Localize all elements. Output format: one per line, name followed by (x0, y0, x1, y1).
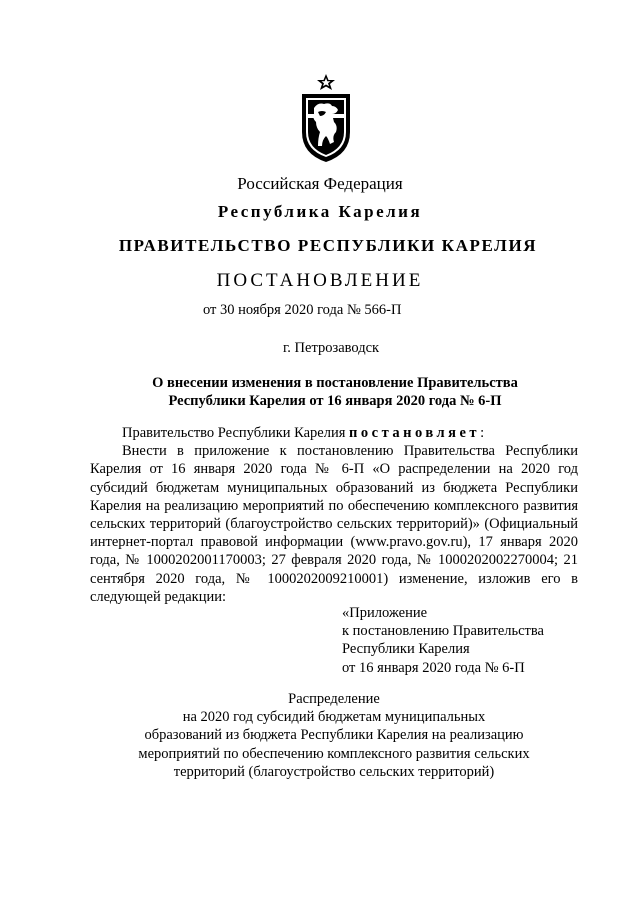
subject-line: О внесении изменения в постановление Правительства (152, 375, 518, 391)
decree-subject (90, 374, 580, 410)
government-title: ПРАВИТЕЛЬСТВО РЕСПУБЛИКИ КАРЕЛИЯ (118, 236, 538, 255)
distribution-line: Распределение (288, 691, 380, 707)
decree-date-line: от 30 ноября 2020 года № 566-П (203, 302, 402, 318)
republic-name: Республика Карелия (217, 202, 423, 221)
main-paragraph: Внести в приложение к постановлению Правительства Республики Карелия от 16 января 2020 года № 6-П «О распределении на 2020 год субсидий бюджетам муниципальных образований из бюджета Республики Карелия на реализацию мероприятий по обеспечению комплексного развития сельских территорий (благоустройство сельских территорий)» (Официальный интернет-портал правовой информации (www.pravo.gov.ru), 17 января 2020 года, № 1000202001170003; 27 февраля 2020 года, № 1000202002270004; 21 сентября 2020 года, № 1000202009210001) изменение, изложив его в следующей редакции: (90, 443, 578, 605)
appendix-line: к постановлению Правительства (342, 623, 544, 640)
distribution-line: образований из бюджета Республики Карелия на реализацию (144, 727, 524, 744)
appendix-line: Республики Карелия (342, 641, 470, 658)
decree-body (90, 424, 578, 606)
intro-paragraph (90, 424, 578, 442)
distribution-line: территорий (благоустройство сельских территорий) (173, 763, 495, 780)
distribution-title (90, 690, 578, 781)
distribution-line: мероприятий по обеспечению комплексного развития сельских (138, 745, 530, 762)
intro-colon: : (480, 425, 485, 441)
karelia-coat-of-arms-emblem (296, 72, 356, 164)
intro-text: Правительство Республики Карелия (122, 425, 350, 441)
country-name: Российская Федерация (237, 174, 403, 193)
subject-line: Республики Карелия от 16 января 2020 года № 6-П (168, 393, 502, 409)
city-name: г. Петрозаводск (283, 340, 380, 356)
appendix-block (342, 604, 544, 677)
appendix-line: «Приложение (342, 605, 428, 621)
distribution-line: на 2020 год субсидий бюджетам муниципальных (182, 709, 486, 726)
appendix-line: от 16 января 2020 года № 6-П (342, 659, 525, 676)
resolves-word: постановляет (349, 425, 481, 441)
document-type-title: ПОСТАНОВЛЕНИЕ (216, 270, 424, 291)
